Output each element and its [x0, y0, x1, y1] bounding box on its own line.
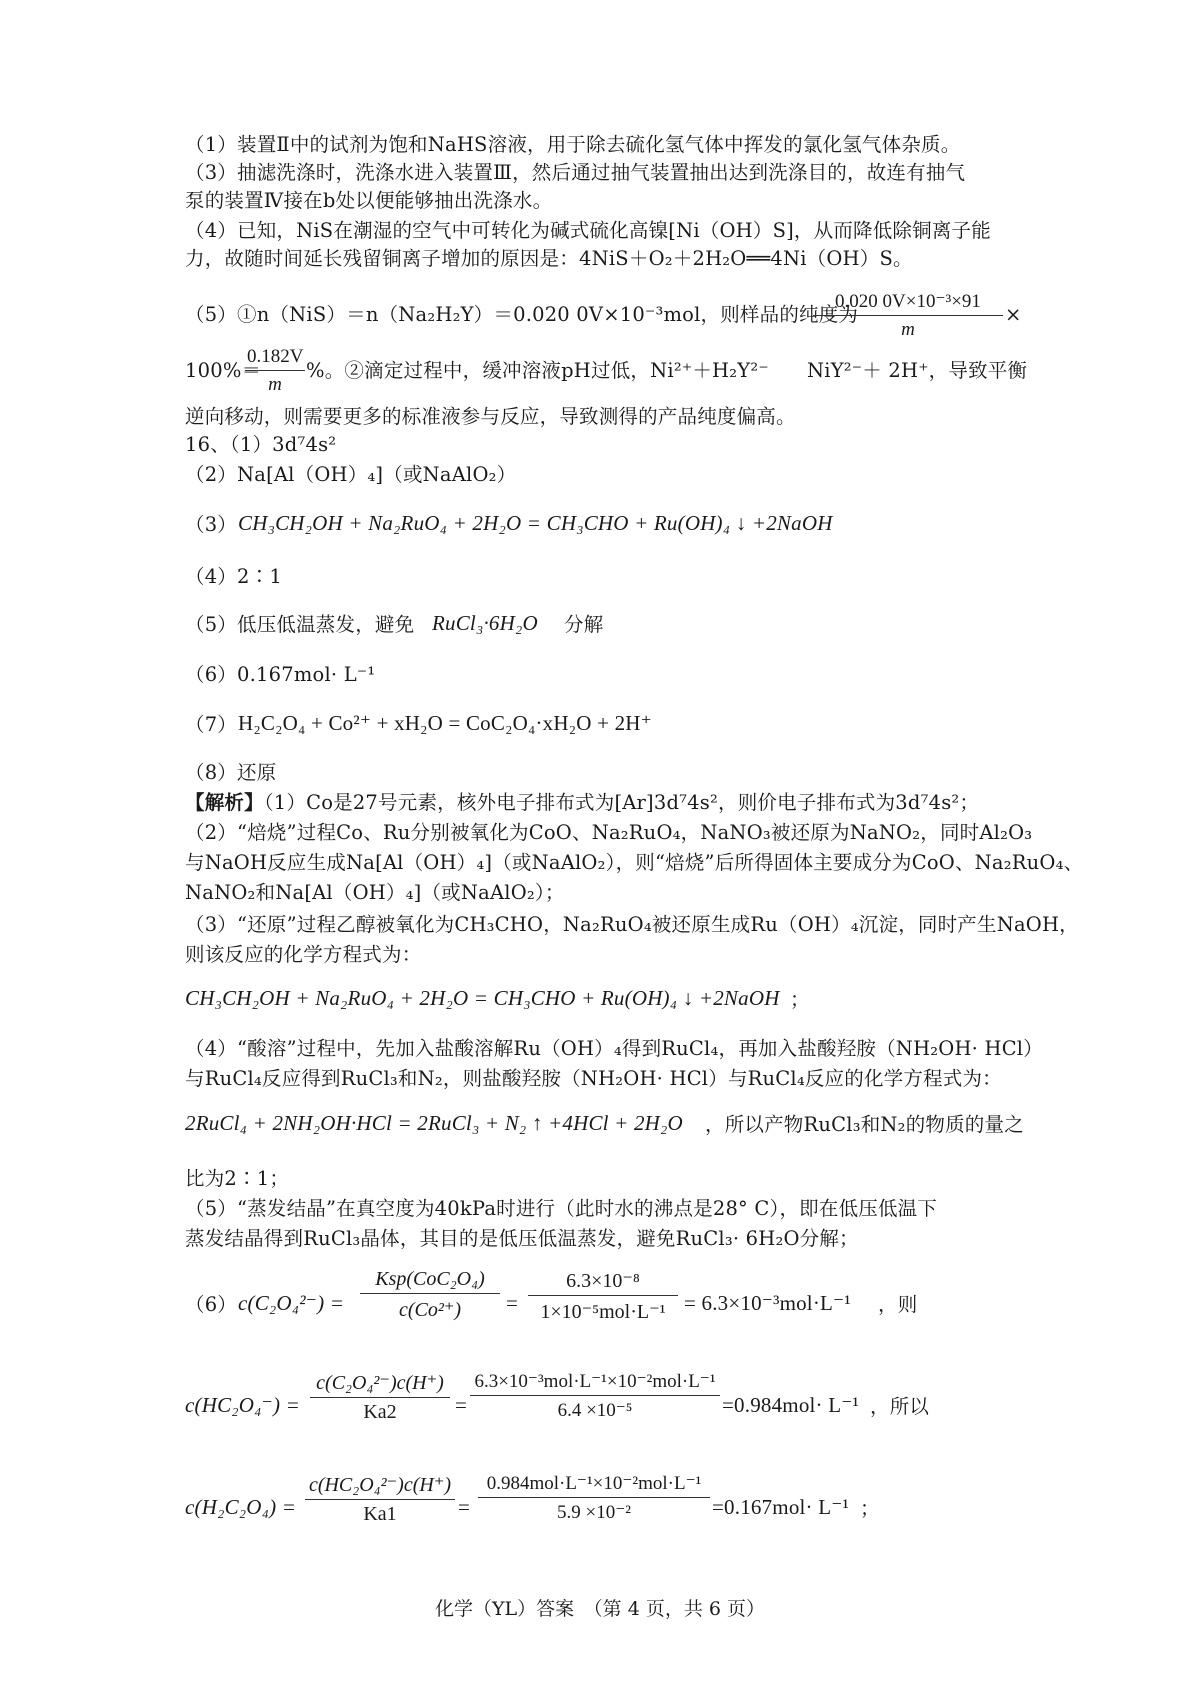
text-line: ，所以产物RuCl₃和N₂的物质的量之	[705, 1113, 1024, 1136]
purity-fraction	[813, 290, 1003, 341]
fraction-denominator: 6.4 ×10⁻⁵	[557, 1400, 633, 1421]
text-line: 力，故随时间延长残留铜离子增加的原因是：4NiS＋O₂＋2H₂O══4Ni（OH）S。	[185, 247, 913, 270]
text-line: （7）	[185, 713, 238, 736]
text-line: （4）已知，NiS在潮湿的空气中可转化为碱式硫化高镍[Ni（OH）S]，从而降低除铜离子能	[185, 219, 991, 242]
text-line: NaNO₂和Na[Al（OH）₄]（或NaAlO₂）；	[185, 881, 565, 904]
text-line: （3）	[185, 513, 238, 536]
text-line: （6）	[185, 1293, 238, 1316]
fraction-denominator: m	[268, 374, 282, 395]
fraction-numerator: 0.984mol·L⁻¹×10⁻²mol·L⁻¹	[478, 1472, 710, 1498]
fraction-numerator: c(C₂O₄²⁻)c(H⁺)	[310, 1370, 450, 1398]
page-footer: 化学（YL）答案 （第 4 页，共 6 页）	[435, 1598, 765, 1620]
text-line: ，则	[878, 1293, 918, 1316]
equation: 2RuCl₄ + 2NH₂OH·HCl = 2RuCl₃ + N₂ ↑ +4HCl + 2H₂O	[185, 1111, 683, 1135]
equation-rhs: =0.984mol· L⁻¹	[722, 1393, 860, 1417]
text-line: （2）“焙烧”过程Co、Ru分别被氧化为CoO、Na₂RuO₄，NaNO₃被还原为NaNO₂，同时Al₂O₃	[185, 821, 1033, 844]
text-line: （4）2∶1	[185, 565, 282, 588]
text-line: ，所以	[870, 1395, 930, 1418]
text-line: %。②滴定过程中，缓冲溶液pH过低，Ni²⁺＋H₂Y²⁻	[306, 359, 769, 382]
equation: H₂C₂O₄ + Co²⁺ + xH₂O = CoC₂O₄·xH₂O + 2H⁺	[238, 711, 652, 735]
text-line: （5）低压低温蒸发，避免	[185, 613, 415, 636]
value-fraction	[528, 1268, 678, 1324]
text-line: （5）①n（NiS）＝n（Na₂H₂Y）＝0.020 0V×10⁻³mol，则样品的纯度为	[185, 303, 859, 326]
equation-lhs: c(H₂C₂O₄) =	[185, 1495, 297, 1519]
text-line: 则该反应的化学方程式为：	[185, 943, 422, 966]
fraction-numerator: c(HC₂O₄²⁻)c(H⁺)	[305, 1472, 455, 1500]
text-line: ；	[860, 1497, 880, 1520]
value-fraction	[478, 1472, 710, 1524]
text-line: 分解	[564, 613, 604, 636]
text-line: 与RuCl₄反应得到RuCl₃和N₂，则盐酸羟胺（NH₂OH· HCl）与RuCl₄反应的化学方程式为：	[185, 1067, 1002, 1090]
fraction-numerator: 0.182V	[245, 346, 305, 371]
text-line: NiY²⁻＋ 2H⁺，导致平衡	[807, 359, 1028, 382]
fraction-denominator: Ka2	[363, 1401, 397, 1423]
fraction-numerator: 6.3×10⁻³mol·L⁻¹×10⁻²mol·L⁻¹	[470, 1370, 720, 1396]
text-line: 与NaOH反应生成Na[Al（OH）₄]（或NaAlO₂），则“焙烧”后所得固体主要成分为CoO、Na₂RuO₄、	[185, 851, 1084, 874]
analysis-heading: 【解析】	[185, 791, 264, 814]
text-line: ×	[1005, 303, 1022, 326]
text-line: （4）“酸溶”过程中，先加入盐酸溶解Ru（OH）₄得到RuCl₄，再加入盐酸羟胺（NH₂OH· HCl）	[185, 1037, 1043, 1060]
text-line: （5）“蒸发结晶”在真空度为40kPa时进行（此时水的沸点是28° C），即在低压低温下	[185, 1197, 938, 1220]
text-line: 逆向移动，则需要更多的标准液参与反应，导致测得的产品纯度偏高。	[185, 405, 796, 428]
purity-result-fraction	[245, 346, 305, 396]
equation-rhs: = 6.3×10⁻³mol·L⁻¹	[684, 1291, 851, 1315]
equals-sign: =	[458, 1495, 471, 1519]
chemical-formula: RuCl₃·6H₂O	[432, 611, 538, 635]
equation: CH₃CH₂OH + Na₂RuO₄ + 2H₂O = CH₃CHO + Ru(OH)₄ ↓ +2NaOH	[238, 511, 833, 535]
text-line: （1）装置Ⅱ中的试剂为饱和NaHS溶液，用于除去硫化氢气体中挥发的氯化氢气体杂质。	[185, 133, 961, 156]
fraction-denominator: c(Co²⁺)	[398, 1299, 462, 1321]
fraction-denominator: Ka1	[363, 1503, 397, 1525]
equals-sign: =	[455, 1393, 468, 1417]
text-line: ；	[790, 988, 810, 1011]
fraction-numerator: Ksp(CoC₂O₄)	[360, 1268, 500, 1294]
ka1-fraction	[305, 1472, 455, 1526]
text-line: （2）Na[Al（OH）₄]（或NaAlO₂）	[185, 463, 517, 486]
equation-lhs: c(C₂O₄²⁻) =	[238, 1291, 345, 1315]
equation-lhs: c(HC₂O₄⁻) =	[185, 1393, 300, 1417]
fraction-denominator: 5.9 ×10⁻²	[557, 1502, 631, 1523]
ka2-fraction	[310, 1370, 450, 1424]
text-line: 100%＝	[185, 359, 262, 382]
text-line: （3）“还原”过程乙醇被氧化为CH₃CHO，Na₂RuO₄被还原生成Ru（OH）₄沉淀，同时产生NaOH，	[185, 913, 1079, 936]
text-line: 蒸发结晶得到RuCl₃晶体，其目的是低压低温蒸发，避免RuCl₃· 6H₂O分解；	[185, 1227, 859, 1250]
analysis-text: （1）Co是27号元素，核外电子排布式为[Ar]3d⁷4s²，则价电子排布式为3d⁷4s²；	[263, 791, 980, 814]
fraction-numerator: 6.3×10⁻⁸	[528, 1268, 678, 1296]
fraction-denominator: 1×10⁻⁵mol·L⁻¹	[540, 1301, 666, 1323]
fraction-numerator: 0.020 0V×10⁻³×91	[813, 290, 1003, 316]
text-line: （3）抽滤洗涤时，洗涤水进入装置Ⅲ，然后通过抽气装置抽出达到洗涤目的，故连有抽气	[185, 161, 966, 184]
equation: CH₃CH₂OH + Na₂RuO₄ + 2H₂O = CH₃CHO + Ru(OH)₄ ↓ +2NaOH	[185, 986, 780, 1010]
question-number: 16、（1）3d⁷4s²	[185, 433, 337, 456]
text-line: （6）0.167mol· L⁻¹	[185, 663, 376, 686]
equation-rhs: =0.167mol· L⁻¹	[712, 1495, 850, 1519]
text-line: （8）还原	[185, 761, 277, 784]
value-fraction	[470, 1370, 720, 1422]
ksp-fraction	[360, 1268, 500, 1322]
text-line: 比为2∶1；	[185, 1167, 290, 1190]
equals-sign: =	[506, 1291, 519, 1315]
analysis-line	[185, 790, 1045, 816]
text-line: 泵的装置Ⅳ接在b处以便能够抽出洗涤水。	[185, 189, 553, 212]
fraction-denominator: m	[901, 319, 915, 340]
